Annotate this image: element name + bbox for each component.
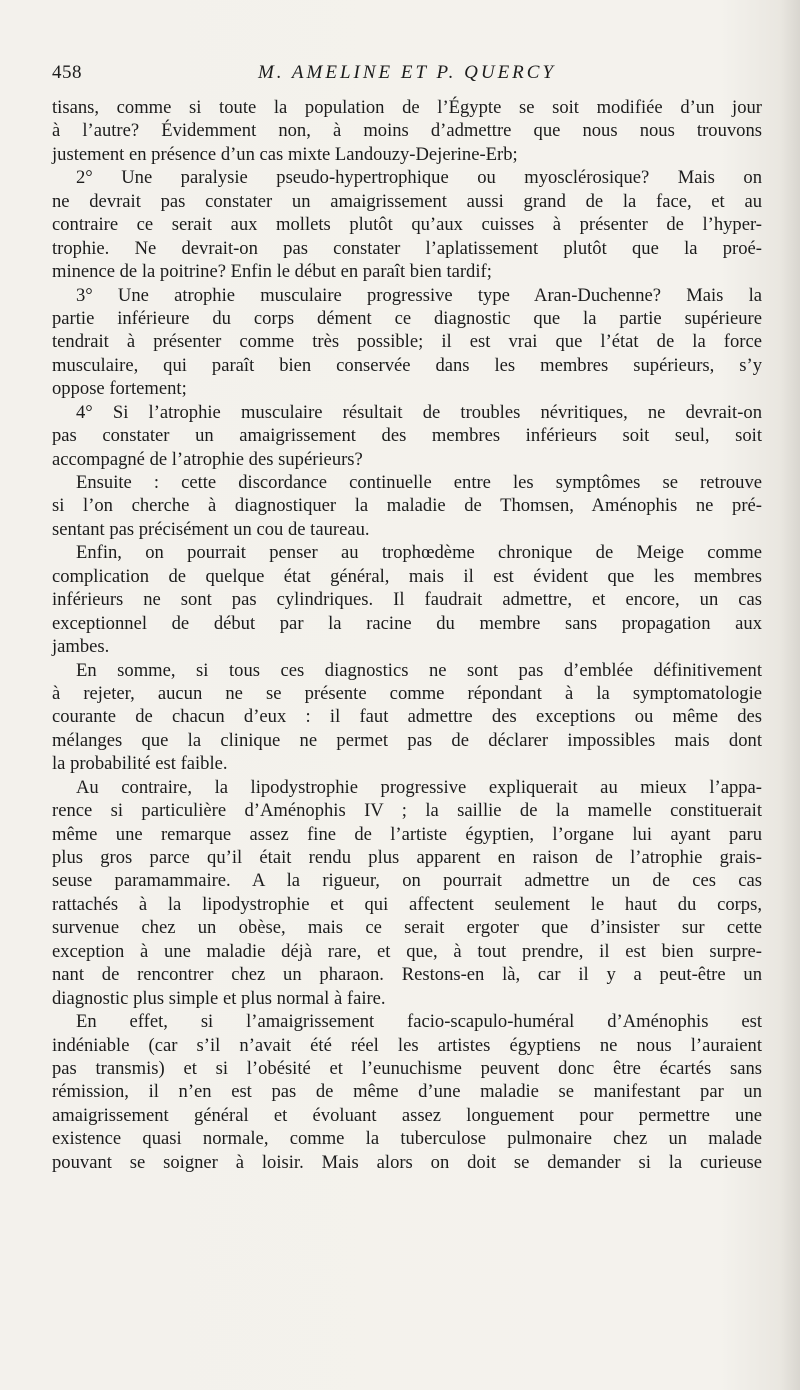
text-line: exceptionnel de début par la racine du membre sans propagation aux [52,612,762,634]
running-head: M. AMELINE ET P. QUERCY [257,62,557,83]
text-line: la probabilité est faible. [52,753,228,775]
text-line: inférieurs ne sont pas cylindriques. Il faudrait admettre, et encore, un cas [52,589,762,611]
body-text [52,96,762,1174]
page-edge-shadow [780,0,800,1390]
text-line: exception à une maladie déjà rare, et que, à tout prendre, il est bien surpre- [52,940,762,962]
text-line: courante de chacun d’eux : il faut admettre des exceptions ou même des [52,706,762,728]
text-line: à rejeter, aucun ne se présente comme répondant à la symptomatologie [52,682,762,704]
text-line: existence quasi normale, comme la tuberculose pulmonaire chez un malade [52,1128,762,1150]
text-line: Ensuite : cette discordance continuelle entre les symptômes se retrouve [76,472,762,493]
text-line: pas transmis) et si l’obésité et l’eunuchisme peuvent donc être écartés sans [52,1057,762,1079]
text-line: mélanges que la clinique ne permet pas de déclarer impossibles mais dont [52,729,762,751]
text-line: Enfin, on pourrait penser au trophœdème chronique de Meige comme [76,542,762,564]
text-line: à l’autre? Évidemment non, à moins d’admettre que nous nous trouvons [52,120,762,142]
page-header [52,62,762,92]
text-line: En somme, si tous ces diagnostics ne sont pas d’emblée définitivement [76,659,762,681]
text-line: si l’on cherche à diagnostiquer la maladie de Thomsen, Aménophis ne pré- [52,495,762,517]
text-line: partie inférieure du corps dément ce diagnostic que la partie supérieure [52,307,762,329]
text-line: musculaire, qui paraît bien conservée dans les membres supérieurs, s’y [52,354,762,376]
text-line: jambes. [52,636,110,658]
text-line: pas constater un amaigrissement des membres inférieurs soit seul, soit [52,425,762,447]
text-line: rence si particulière d’Aménophis IV ; la saillie de la mamelle constituerait [52,800,762,822]
text-line: amaigrissement général et évoluant assez longuement pour permettre une [52,1104,762,1126]
text-line: En effet, si l’amaigrissement facio-scapulo-huméral d’Aménophis est [76,1011,762,1033]
text-line: justement en présence d’un cas mixte Landouzy-Dejerine-Erb; [52,143,518,165]
text-line: trophie. Ne devrait-on pas constater l’aplatissement plutôt que la proé- [52,237,762,259]
text-line: 4° Si l’atrophie musculaire résultait de troubles névritiques, ne devrait-on [76,401,762,423]
text-line: 3° Une atrophie musculaire progressive type Aran-Duchenne? Mais la [76,284,762,306]
text-line: 2° Une paralysie pseudo-hypertrophique ou myosclérosique? Mais on [76,167,762,189]
text-line: plus gros parce qu’il était rendu plus apparent en raison de l’atrophie grais- [52,847,762,868]
text-line: indéniable (car s’il n’avait été réel les artistes égyptiens ne nous l’auraient [52,1034,762,1056]
text-line: tisans, comme si toute la population de l’Égypte se soit modifiée d’un jour [52,97,762,118]
text-line: rattachés à la lipodystrophie et qui affectent seulement le haut du corps, [52,893,762,915]
text-line: minence de la poitrine? Enfin le début en paraît bien tardif; [52,261,492,283]
text-line: survenue chez un obèse, mais ce serait ergoter que d’insister sur cette [52,917,762,939]
text-line: contraire ce serait aux mollets plutôt qu’aux cuisses à présenter de l’hyper- [52,214,762,236]
text-line: tendrait à présenter comme très possible; il est vrai que l’état de la force [52,331,762,353]
text-line: Au contraire, la lipodystrophie progressive expliquerait au mieux l’appa- [76,776,762,798]
text-line: oppose fortement; [52,378,187,400]
text-line: sentant pas précisément un cou de taureau. [52,518,370,540]
text-line: accompagné de l’atrophie des supérieurs? [52,448,363,470]
text-line: ne devrait pas constater un amaigrissement aussi grand de la face, et au [52,190,762,212]
text-line: pouvant se soigner à loisir. Mais alors on doit se demander si la curieuse [52,1151,762,1173]
text-line: rémission, il n’en est pas de même d’une maladie se manifestant par un [52,1081,762,1103]
text-line: nant de rencontrer chez un pharaon. Restons-en là, car il y a peut-être un [52,964,762,986]
text-line: diagnostic plus simple et plus normal à faire. [52,987,386,1009]
text-line: même une remarque assez fine de l’artiste égyptien, l’organe lui ayant paru [52,823,762,845]
page-number: 458 [52,62,82,83]
text-line: complication de quelque état général, mais il est évident que les membres [52,565,762,587]
text-line: seuse paramammaire. A la rigueur, on pourrait admettre un de ces cas [52,870,762,892]
